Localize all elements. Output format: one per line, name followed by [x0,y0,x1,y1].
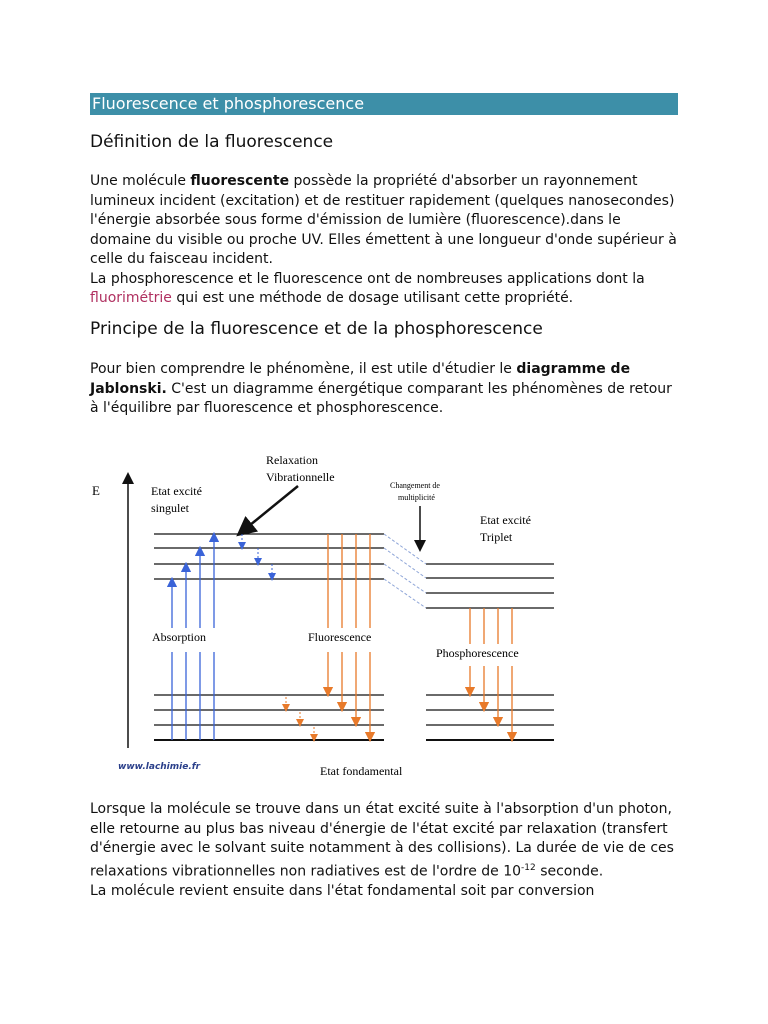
change-label-2: multiplicité [398,493,435,502]
text: seconde. [535,863,604,880]
bold-term: fluorescente [190,173,290,189]
text: possède la propriété d'absorber un rayonnement lumineux incident (excitation) et de restituer rapidement (quelques nanosecondes) l'énergie absorbée sous forme d'émission de lumière (fluorescence).dans le domaine du visible ou proche UV. Elles émettent à une longueur d'onde supérieur à celle du faisceau incident. [90,173,677,267]
relax-label-1: Relaxation [266,453,318,467]
text: Lorsque la molécule se trouve dans un état excité suite à l'absorption d'un photon, elle retourne au plus bas niveau d'énergie de l'état excité par relaxation (transfert d'énergie avec le solvant suite notamment à des collisions). La durée de vie de ces relaxations vibrationnelles non radiatives est de l'ordre de 10 [90,801,674,880]
text: La phosphorescence et le fluorescence ont de nombreuses applications dont la [90,270,645,287]
paragraph-relaxation [90,800,680,901]
fluorimetrie-link[interactable]: fluorimétrie [90,290,172,306]
heading-principe: Principe de la fluorescence et de la phosphorescence [90,319,543,339]
relax-label-2: Vibrationnelle [266,470,335,484]
ground-levels-right [426,695,554,740]
axis-label-e: E [92,483,100,498]
jablonski-diagram [80,448,560,788]
ground-state-label: Etat fondamental [320,764,403,778]
vibrational-relaxation-arrows [242,534,272,577]
phosphorescence-label: Phosphorescence [436,646,519,660]
relax-pointer-arrow [244,486,298,530]
phosphorescence-arrows [470,608,512,737]
paragraph-definition [90,172,680,309]
text: C'est un diagramme énergétique comparant les phénomènes de retour à l'équilibre par fluorescence et phosphorescence. [90,380,672,416]
triplet-levels [426,564,554,608]
ground-levels-left [154,695,384,740]
text: Pour bien comprendre le phénomène, il est utile d'étudier le [90,361,517,377]
fluorescence-label: Fluorescence [308,630,372,644]
triplet-label-1: Etat excité [480,513,531,527]
singlet-levels [154,534,384,579]
paragraph-principe [90,360,680,419]
text: qui est une méthode de dosage utilisant cette propriété. [171,290,574,306]
exponent: -12 [521,862,536,873]
ground-relaxation-arrows [286,697,314,738]
singlet-label-2: singulet [151,501,189,515]
watermark: www.lachimie.fr [118,762,201,772]
heading-definition: Définition de la fluorescence [90,132,334,152]
bold-term: diagramme de Jablonski. [90,361,631,397]
text: Une molécule [90,173,191,189]
triplet-label-2: Triplet [480,530,513,544]
absorption-label: Absorption [152,630,206,644]
singlet-label-1: Etat excité [151,484,202,498]
change-label-1: Changement de [390,481,440,490]
text: La molécule revient ensuite dans l'état fondamental soit par conversion [90,882,595,899]
page-title: Fluorescence et phosphorescence [90,93,678,115]
